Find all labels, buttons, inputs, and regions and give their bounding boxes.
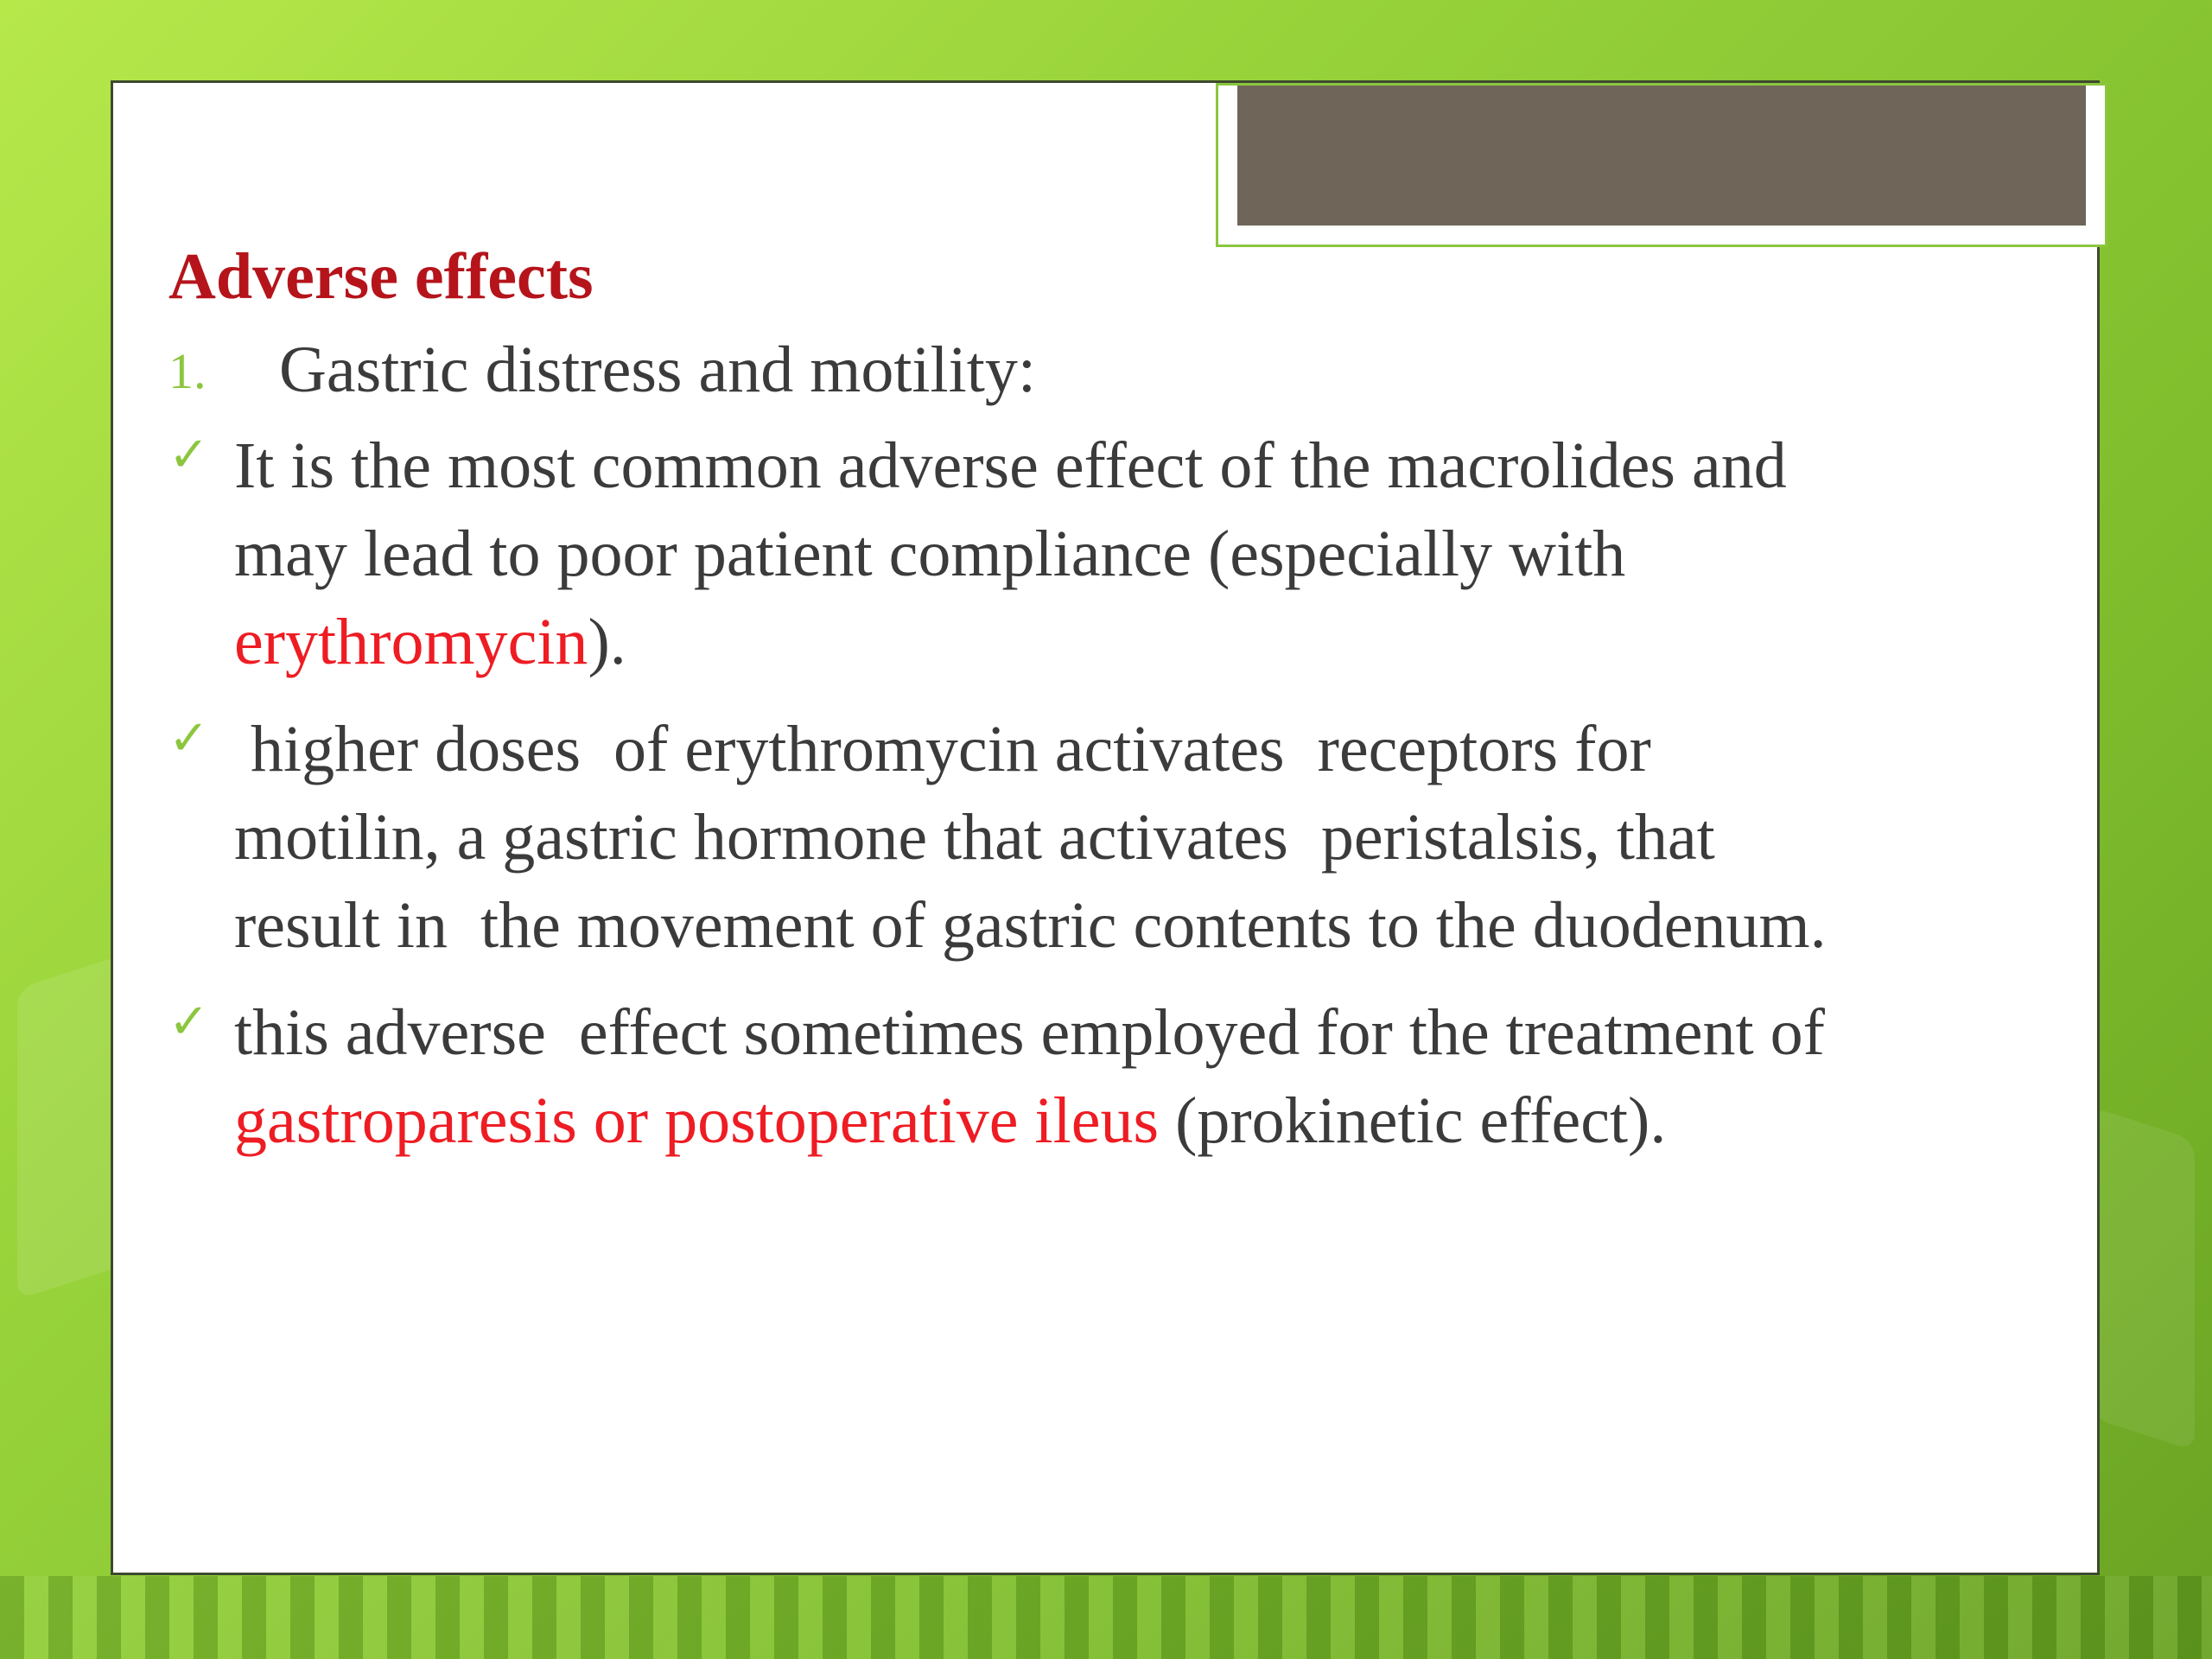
numbered-item bbox=[168, 327, 2069, 422]
bullet-line: It is the most common adverse effect of the macrolides and bbox=[234, 429, 1787, 502]
check-icon: ✓ bbox=[168, 994, 209, 1050]
bullet-item bbox=[168, 422, 2069, 686]
bullet-line: (prokinetic effect). bbox=[1159, 1084, 1667, 1157]
bullet-line: this adverse effect sometimes employed for the treatment of bbox=[234, 996, 1825, 1069]
check-icon: ✓ bbox=[168, 427, 209, 483]
slide-content bbox=[168, 233, 2069, 1184]
item-text: Gastric distress and motility: bbox=[279, 334, 1037, 406]
highlight-term: erythromycin bbox=[234, 606, 588, 678]
background-decoration bbox=[2091, 1107, 2195, 1452]
bullet-line: ). bbox=[588, 606, 626, 678]
item-number: 1. bbox=[168, 343, 207, 399]
bullet-line: higher doses of erythromycin activates receptors for bbox=[234, 713, 1651, 785]
bullet-item bbox=[168, 705, 2069, 969]
title-bar-fill bbox=[1237, 86, 2086, 226]
bullet-line: motilin, a gastric hormone that activates peristalsis, that bbox=[234, 801, 1715, 874]
bullet-item bbox=[168, 988, 2069, 1165]
bullet-line: result in the movement of gastric contents to the duodenum. bbox=[234, 889, 1827, 962]
check-icon: ✓ bbox=[168, 710, 209, 766]
highlight-term: gastroparesis or postoperative ileus bbox=[234, 1084, 1160, 1157]
bullet-text bbox=[234, 705, 2069, 969]
bullet-text bbox=[234, 988, 2069, 1165]
title-placeholder bbox=[1216, 83, 2107, 247]
slide-heading: Adverse effects bbox=[168, 240, 594, 313]
background-bottom-band bbox=[0, 1576, 2212, 1659]
bullet-line: may lead to poor patient compliance (especially with bbox=[234, 518, 1626, 590]
bullet-text bbox=[234, 422, 2069, 686]
